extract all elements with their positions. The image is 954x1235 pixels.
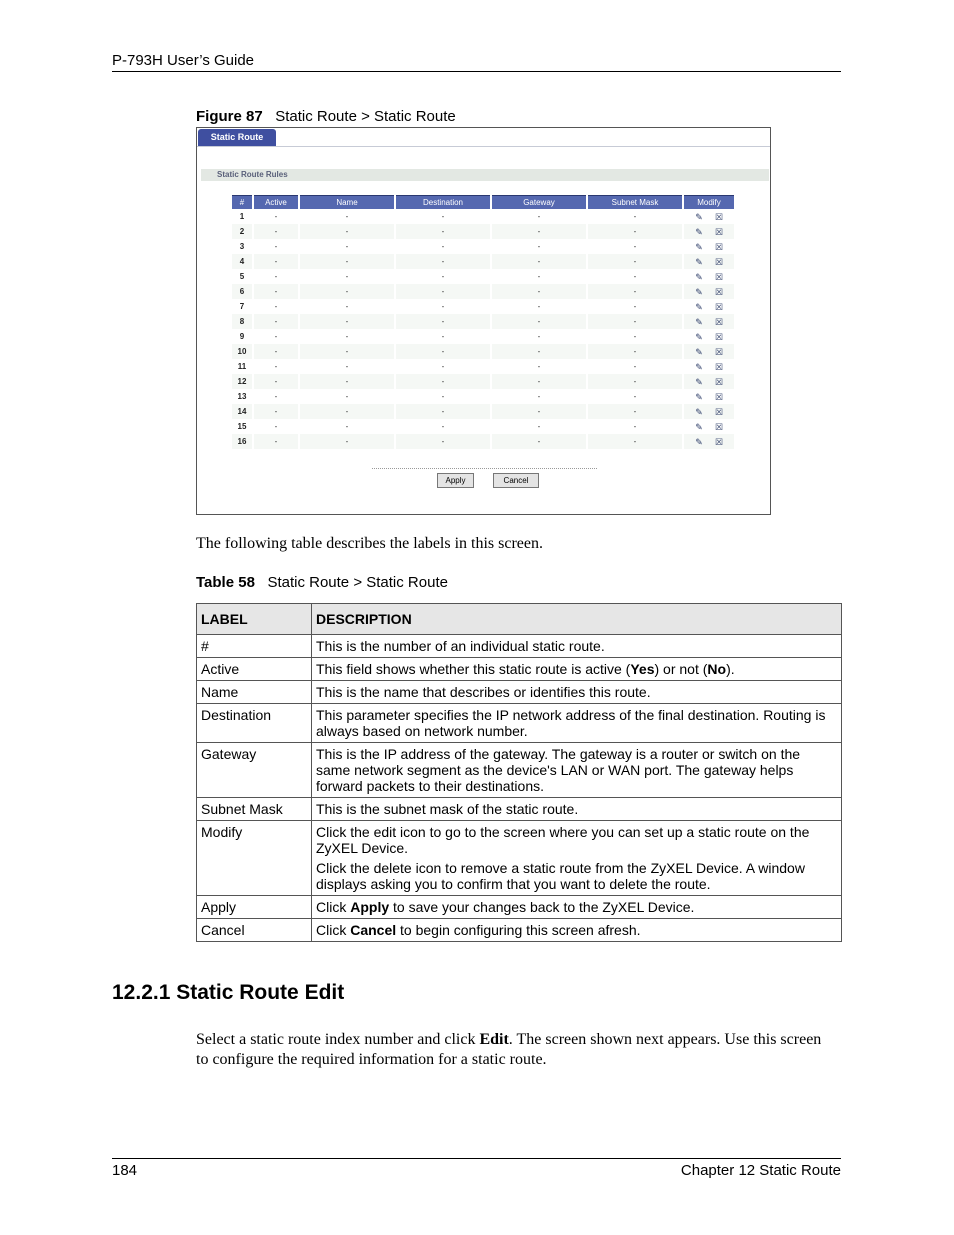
- table-row[interactable]: [232, 314, 734, 329]
- description-cell: [312, 681, 842, 704]
- column-header: Destination: [396, 195, 490, 209]
- route-cell: -: [396, 404, 490, 419]
- column-header: Gateway: [492, 195, 586, 209]
- route-cell: -: [396, 299, 490, 314]
- route-index[interactable]: 5: [232, 269, 252, 284]
- route-cell: -: [396, 209, 490, 224]
- route-cell: -: [254, 269, 298, 284]
- route-cell: -: [300, 314, 394, 329]
- route-cell: -: [588, 209, 682, 224]
- route-cell: -: [588, 419, 682, 434]
- table-caption: [196, 574, 448, 591]
- route-cell: -: [396, 344, 490, 359]
- modify-cell: [684, 389, 734, 404]
- route-cell: -: [492, 239, 586, 254]
- description-cell: [312, 798, 842, 821]
- table-label: Table 58: [196, 574, 255, 591]
- label-cell: Name: [197, 681, 312, 704]
- description-text: Click Cancel to begin configuring this screen afresh.: [316, 922, 641, 938]
- route-cell: -: [254, 419, 298, 434]
- route-index[interactable]: 1: [232, 209, 252, 224]
- route-cell: -: [396, 374, 490, 389]
- description-text: Click the edit icon to go to the screen where you can set up a static route on the ZyXEL Device.: [316, 824, 810, 856]
- description-cell: [312, 821, 842, 896]
- table-row[interactable]: [232, 434, 734, 449]
- description-text: This parameter specifies the IP network address of the final destination. Routing is always based on network number.: [316, 707, 826, 739]
- description-cell: [312, 635, 842, 658]
- route-cell: -: [588, 254, 682, 269]
- route-cell: -: [588, 389, 682, 404]
- route-cell: -: [588, 374, 682, 389]
- route-index[interactable]: 11: [232, 359, 252, 374]
- modify-cell: [684, 299, 734, 314]
- edit-icon[interactable]: ✎: [695, 256, 703, 267]
- modify-cell: [684, 374, 734, 389]
- edit-icon[interactable]: ✎: [695, 361, 703, 372]
- route-cell: -: [588, 239, 682, 254]
- route-cell: -: [300, 404, 394, 419]
- label-cell: Cancel: [197, 919, 312, 942]
- static-route-screenshot: [196, 127, 771, 515]
- table-row[interactable]: [232, 374, 734, 389]
- section-body: Select a static route index number and click Edit. The screen shown next appears. Use this screen to configure the required information for a static route.: [196, 1031, 822, 1068]
- trash-icon[interactable]: ☒: [714, 331, 724, 342]
- figure-caption: [196, 108, 456, 125]
- modify-cell: [684, 359, 734, 374]
- label-cell: Subnet Mask: [197, 798, 312, 821]
- edit-icon[interactable]: ✎: [695, 436, 703, 447]
- route-cell: -: [396, 434, 490, 449]
- trash-icon[interactable]: ☒: [714, 421, 724, 432]
- route-cell: -: [300, 224, 394, 239]
- route-index[interactable]: 15: [232, 419, 252, 434]
- route-cell: -: [396, 359, 490, 374]
- route-cell: -: [300, 344, 394, 359]
- section-heading: 12.2.1 Static Route Edit: [112, 981, 345, 1004]
- route-cell: -: [300, 239, 394, 254]
- route-cell: -: [300, 299, 394, 314]
- modify-cell: [684, 284, 734, 299]
- table-row[interactable]: [232, 299, 734, 314]
- route-cell: -: [588, 434, 682, 449]
- edit-icon[interactable]: ✎: [695, 211, 703, 222]
- route-cell: -: [492, 359, 586, 374]
- edit-icon[interactable]: ✎: [695, 316, 703, 327]
- route-index[interactable]: 4: [232, 254, 252, 269]
- table-row[interactable]: [232, 254, 734, 269]
- edit-icon[interactable]: ✎: [695, 271, 703, 282]
- route-index[interactable]: 10: [232, 344, 252, 359]
- table-row[interactable]: [232, 419, 734, 434]
- route-cell: -: [588, 224, 682, 239]
- trash-icon[interactable]: ☒: [714, 301, 724, 312]
- route-cell: -: [492, 209, 586, 224]
- trash-icon[interactable]: ☒: [714, 271, 724, 282]
- modify-cell: [684, 239, 734, 254]
- route-cell: -: [254, 374, 298, 389]
- route-cell: -: [396, 314, 490, 329]
- table-row: [197, 635, 842, 658]
- route-cell: -: [300, 419, 394, 434]
- label-cell: Gateway: [197, 743, 312, 798]
- route-cell: -: [492, 389, 586, 404]
- route-index[interactable]: 8: [232, 314, 252, 329]
- description-cell: [312, 896, 842, 919]
- header-description: DESCRIPTION: [312, 604, 842, 635]
- route-cell: -: [396, 329, 490, 344]
- description-text: This is the name that describes or identifies this route.: [316, 684, 651, 700]
- route-cell: -: [254, 224, 298, 239]
- description-text: This is the number of an individual static route.: [316, 638, 605, 654]
- route-cell: -: [300, 209, 394, 224]
- route-cell: -: [588, 404, 682, 419]
- table-row[interactable]: [232, 269, 734, 284]
- table-header-row: [197, 604, 842, 635]
- route-index[interactable]: 12: [232, 374, 252, 389]
- route-cell: -: [254, 359, 298, 374]
- route-cell: -: [300, 359, 394, 374]
- description-text: Click Apply to save your changes back to the ZyXEL Device.: [316, 899, 695, 915]
- edit-icon[interactable]: ✎: [695, 241, 703, 252]
- label-cell: Active: [197, 658, 312, 681]
- rules-table-body: [232, 209, 734, 449]
- route-cell: -: [396, 269, 490, 284]
- route-cell: -: [396, 239, 490, 254]
- route-cell: -: [396, 224, 490, 239]
- table-row[interactable]: [232, 284, 734, 299]
- modify-cell: [684, 269, 734, 284]
- table-row: [197, 821, 842, 896]
- table-row: [197, 743, 842, 798]
- apply-button[interactable]: Apply: [437, 473, 474, 488]
- route-cell: -: [492, 284, 586, 299]
- column-header: Modify: [684, 195, 734, 209]
- route-cell: -: [492, 419, 586, 434]
- edit-icon[interactable]: ✎: [695, 406, 703, 417]
- section-title-static-route-rules: Static Route Rules: [201, 169, 769, 181]
- trash-icon[interactable]: ☒: [714, 211, 724, 222]
- route-cell: -: [396, 419, 490, 434]
- table-row: [197, 658, 842, 681]
- trash-icon[interactable]: ☒: [714, 256, 724, 267]
- modify-cell: [684, 224, 734, 239]
- edit-icon[interactable]: ✎: [695, 286, 703, 297]
- page-number: 184: [112, 1162, 138, 1179]
- description-cell: [312, 743, 842, 798]
- description-text: Click the delete icon to remove a static route from the ZyXEL Device. A window displays asking you to confirm that you want to delete the route.: [316, 860, 805, 892]
- modify-cell: [684, 254, 734, 269]
- label-cell: Apply: [197, 896, 312, 919]
- route-cell: -: [588, 299, 682, 314]
- cancel-button[interactable]: Cancel: [493, 473, 539, 488]
- table-row: [197, 681, 842, 704]
- trash-icon[interactable]: ☒: [714, 436, 724, 447]
- label-cell: #: [197, 635, 312, 658]
- description-text: This is the IP address of the gateway. The gateway is a router or switch on the same network segment as the device's LAN or WAN port. The gateway helps forward packets to their destinations.: [316, 746, 801, 794]
- edit-icon[interactable]: ✎: [695, 226, 703, 237]
- route-cell: -: [254, 254, 298, 269]
- label-cell: Destination: [197, 704, 312, 743]
- route-cell: -: [300, 269, 394, 284]
- route-cell: -: [300, 389, 394, 404]
- modify-cell: [684, 434, 734, 449]
- route-cell: -: [254, 284, 298, 299]
- figure-title: Static Route > Static Route: [275, 108, 456, 125]
- description-text: This is the subnet mask of the static route.: [316, 801, 579, 817]
- route-cell: -: [492, 224, 586, 239]
- figure-label: Figure 87: [196, 108, 263, 125]
- route-cell: -: [300, 374, 394, 389]
- trash-icon[interactable]: ☒: [714, 286, 724, 297]
- trash-icon[interactable]: ☒: [714, 376, 724, 387]
- description-table-body: [197, 635, 842, 942]
- header-label: LABEL: [197, 604, 312, 635]
- description-text: This field shows whether this static route is active (Yes) or not (No).: [316, 661, 735, 677]
- route-cell: -: [300, 329, 394, 344]
- edit-icon[interactable]: ✎: [695, 391, 703, 402]
- route-cell: -: [396, 284, 490, 299]
- route-cell: -: [588, 269, 682, 284]
- column-header: Name: [300, 195, 394, 209]
- route-cell: -: [254, 434, 298, 449]
- chapter-label: Chapter 12 Static Route: [680, 1162, 841, 1179]
- route-index[interactable]: 6: [232, 284, 252, 299]
- table-row[interactable]: [232, 344, 734, 359]
- tab-bar: [197, 128, 770, 147]
- route-cell: -: [492, 344, 586, 359]
- route-cell: -: [254, 329, 298, 344]
- table-title: Static Route > Static Route: [267, 574, 448, 591]
- route-cell: -: [588, 284, 682, 299]
- edit-icon[interactable]: ✎: [695, 301, 703, 312]
- column-header: Subnet Mask: [588, 195, 682, 209]
- table-row[interactable]: [232, 404, 734, 419]
- route-cell: -: [492, 269, 586, 284]
- table-row[interactable]: [232, 209, 734, 224]
- route-index[interactable]: 16: [232, 434, 252, 449]
- modify-cell: [684, 404, 734, 419]
- route-cell: -: [254, 389, 298, 404]
- column-header: Active: [254, 195, 298, 209]
- route-cell: -: [492, 374, 586, 389]
- header-rule: [112, 71, 841, 72]
- table-row: [197, 919, 842, 942]
- rules-table-header: [232, 195, 734, 209]
- trash-icon[interactable]: ☒: [714, 226, 724, 237]
- route-cell: -: [254, 209, 298, 224]
- trash-icon[interactable]: ☒: [714, 346, 724, 357]
- label-cell: Modify: [197, 821, 312, 896]
- route-index[interactable]: 9: [232, 329, 252, 344]
- modify-cell: [684, 419, 734, 434]
- edit-icon[interactable]: ✎: [695, 346, 703, 357]
- route-cell: -: [492, 299, 586, 314]
- route-index[interactable]: 14: [232, 404, 252, 419]
- description-cell: [312, 919, 842, 942]
- route-cell: -: [492, 404, 586, 419]
- trash-icon[interactable]: ☒: [714, 361, 724, 372]
- description-cell: [312, 658, 842, 681]
- route-cell: -: [254, 314, 298, 329]
- table-row: [197, 798, 842, 821]
- table-row: [197, 704, 842, 743]
- edit-icon[interactable]: ✎: [695, 421, 703, 432]
- trash-icon[interactable]: ☒: [714, 391, 724, 402]
- tab-static-route[interactable]: Static Route: [198, 129, 276, 146]
- route-cell: -: [300, 254, 394, 269]
- route-index[interactable]: 3: [232, 239, 252, 254]
- route-cell: -: [492, 434, 586, 449]
- route-cell: -: [492, 329, 586, 344]
- modify-cell: [684, 314, 734, 329]
- route-index[interactable]: 2: [232, 224, 252, 239]
- route-cell: -: [588, 359, 682, 374]
- table-row[interactable]: [232, 359, 734, 374]
- route-cell: -: [254, 299, 298, 314]
- route-cell: -: [588, 344, 682, 359]
- route-cell: -: [492, 254, 586, 269]
- table-row[interactable]: [232, 224, 734, 239]
- route-cell: -: [492, 314, 586, 329]
- route-cell: -: [300, 284, 394, 299]
- column-header: #: [232, 195, 252, 209]
- modify-cell: [684, 329, 734, 344]
- description-cell: [312, 704, 842, 743]
- edit-icon[interactable]: ✎: [695, 331, 703, 342]
- route-cell: -: [396, 389, 490, 404]
- route-index[interactable]: 7: [232, 299, 252, 314]
- table-row[interactable]: [232, 239, 734, 254]
- table-row[interactable]: [232, 389, 734, 404]
- label-description-table: [196, 603, 842, 942]
- route-cell: -: [254, 344, 298, 359]
- route-cell: -: [396, 254, 490, 269]
- table-row[interactable]: [232, 329, 734, 344]
- modify-cell: [684, 344, 734, 359]
- modify-cell: [684, 209, 734, 224]
- route-cell: -: [588, 314, 682, 329]
- route-cell: -: [588, 329, 682, 344]
- route-index[interactable]: 13: [232, 389, 252, 404]
- footer-rule: [112, 1158, 841, 1159]
- dotted-divider: [372, 468, 597, 469]
- edit-icon[interactable]: ✎: [695, 376, 703, 387]
- static-route-rules-table: [230, 195, 736, 449]
- route-cell: -: [300, 434, 394, 449]
- intro-text: The following table describes the labels in this screen.: [196, 535, 544, 552]
- route-cell: -: [254, 404, 298, 419]
- running-header: P-793H User’s Guide: [112, 52, 255, 69]
- trash-icon[interactable]: ☒: [714, 316, 724, 327]
- trash-icon[interactable]: ☒: [714, 406, 724, 417]
- table-row: [197, 896, 842, 919]
- route-cell: -: [254, 239, 298, 254]
- trash-icon[interactable]: ☒: [714, 241, 724, 252]
